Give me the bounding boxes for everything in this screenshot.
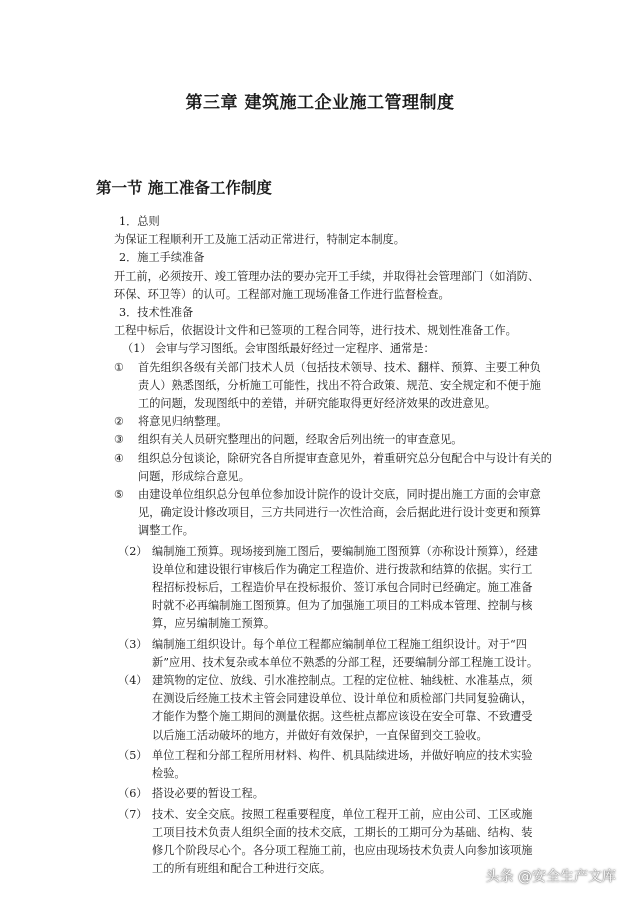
list-item-text: 时就不必再编制施工图预算。但为了加强施工项目的工料成本管理、控制与核 <box>152 599 533 613</box>
list-item <box>118 636 558 672</box>
paragraph: 工程中标后，依据设计文件和已签项的工程合同等，进行技术、规划性准备工作。 <box>114 324 517 338</box>
document-body <box>114 213 558 878</box>
list-item <box>114 431 558 449</box>
list-item-text: 设单位和建设银行审核后作为确定工程造价、进行拨款和结算的依据。实行工 <box>152 562 533 576</box>
list-item-text: 算，应另编制施工预算。 <box>152 617 276 631</box>
list-item <box>118 672 558 745</box>
list-item-text: 将意见归纳整理。 <box>138 415 228 429</box>
sub-item-1: （1） 会审与学习图纸。会审图纸最好经过一定程序、通常是： <box>122 342 435 356</box>
list-item-text: 程招标投标后，工程造价早在投标报价、签订承包合同时已经确定。施工准备 <box>152 581 533 595</box>
item-number: （6） <box>118 787 148 801</box>
list-item-text: 建筑物的定位、放线、引水准控制点。工程的定位桩、轴线桩、水准基点，须 <box>152 674 533 688</box>
list-item-text: 单位工程和分部工程所用材料、构件、机具陆续进场，并做好响应的技术实验 <box>152 748 533 762</box>
item-number: （4） <box>118 674 148 688</box>
list-item-text: 编制施工组织设计。每个单位工程都应编制单位工程施工组织设计。对于“四 <box>152 637 527 651</box>
item-number: （3） <box>118 637 148 651</box>
list-item-text: 编制施工预算。现场接到施工图后，要编制施工图预算（亦称设计预算），经建 <box>152 544 538 558</box>
heading-general: 1．总则 <box>119 215 160 228</box>
list-item-text: 工的问题，发现图纸中的差错，并研究能取得更好经济效果的改进意见。 <box>138 397 497 411</box>
list-item-text: 调整工作。 <box>138 524 194 538</box>
circled-number: ③ <box>114 433 125 447</box>
list-item-text: 组织有关人员研究整理出的问题，经取舍后列出统一的审查意见。 <box>138 433 463 447</box>
list-item-text: 由建设单位组织总分包单位参加设计院作的设计交底，同时提出施工方面的会审意 <box>138 488 541 502</box>
list-item <box>118 747 558 783</box>
list-item <box>114 413 558 431</box>
paragraph: 环保、环卫等）的认可。工程部对施工现场准备工作进行监督检查。 <box>114 287 450 301</box>
item-number: （7） <box>118 807 148 821</box>
list-item <box>114 359 558 414</box>
list-item <box>114 450 558 486</box>
list-item-text: 首先组织各级有关部门技术人员（包括技术领导、技术、翻样、预算、主要工种负 <box>138 360 541 374</box>
list-item <box>118 785 558 803</box>
heading-procedures: 2．施工手续准备 <box>119 251 205 265</box>
circled-number: ⑤ <box>114 488 125 502</box>
list-item-text: 责人）熟悉图纸，分析施工可能性，找出不符合政策、规范、安全规定和不便于施 <box>138 378 541 392</box>
list-item <box>114 486 558 541</box>
heading-technical: 3．技术性准备 <box>119 306 194 320</box>
list-item-text: 工的所有班组和配合工种进行交底。 <box>152 862 332 876</box>
circled-number: ② <box>114 415 125 429</box>
paragraph: 为保证工程顺利开工及施工活动正常进行，特制定本制度。 <box>114 233 405 247</box>
paragraph: 开工前，必须按开、竣工管理办法的要办完开工手续，并取得社会管理部门（如消防、 <box>114 269 540 283</box>
circled-number: ① <box>114 360 125 374</box>
item-number: （2） <box>118 544 148 558</box>
list-item-text: 检验。 <box>152 767 186 781</box>
list-item-text: 以后施工活动破坏的地方，并做好有效保护，一直保留到交工验收。 <box>152 728 488 742</box>
list-item-text: 搭设必要的暂设工程。 <box>152 787 264 801</box>
list-item-text: 在测设后经施工技术主管会同建设单位、设计单位和质检部门共同复验确认， <box>152 692 533 706</box>
list-item-text: 问题，形成综合意见。 <box>138 469 250 483</box>
item-number: （5） <box>118 748 148 762</box>
list-item-text: 才能作为整个施工期间的测量依据。这些桩点都应该设在安全可靠、不致遭受 <box>152 710 533 724</box>
section-title: 第一节 施工准备工作制度 <box>96 179 272 197</box>
list-item-text: 见，确定设计修改项目，三方共同进行一次性洽商，会后据此进行设计变更和预算 <box>138 506 541 520</box>
list-item <box>118 543 558 634</box>
chapter-title: 第三章 建筑施工企业施工管理制度 <box>185 93 455 113</box>
list-item-text: 修几个阶段尽心个。各分项工程施工前，也应由现场技术负责人向参加该项施 <box>152 843 533 857</box>
circled-number: ④ <box>114 451 125 465</box>
list-item-text: 技术、安全交底。按照工程重要程度，单位工程开工前，应由公司、工区或施 <box>152 807 533 821</box>
list-item-text: 组织总分包谈论，除研究各自所提审查意见外，着重研究总分包配合中与设计有关的 <box>138 451 552 465</box>
watermark: 头条 @安全生产文库 <box>485 869 616 885</box>
list-item-text: 新”应用、技术复杂或本单位不熟悉的分部工程，还要编制分部工程施工设计。 <box>152 655 539 669</box>
list-item-text: 工项目技术负责人组织全面的技术交底，工期长的工期可分为基础、结构、装 <box>152 825 533 839</box>
